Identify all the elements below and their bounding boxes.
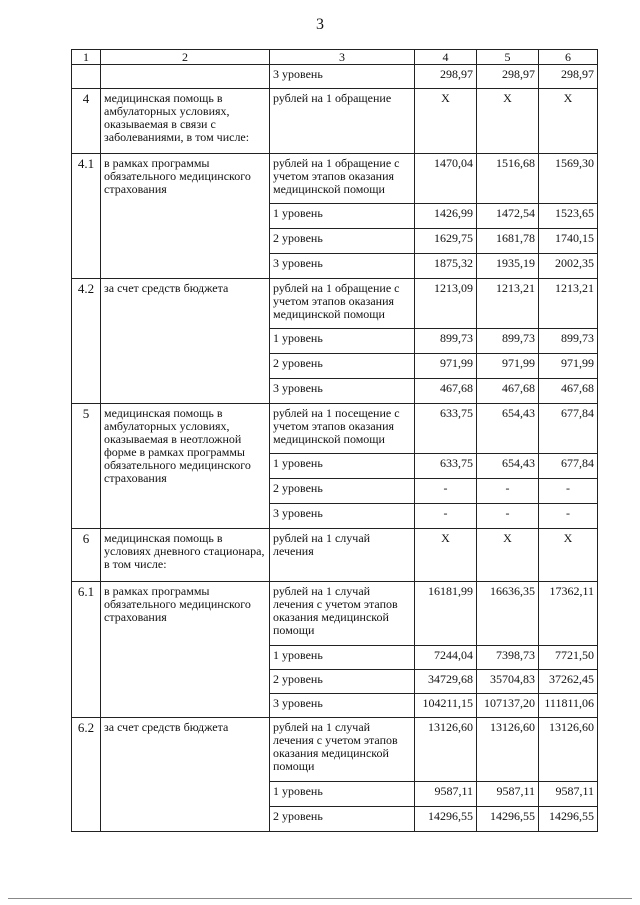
value-col-6: 13126,60: [539, 718, 598, 782]
row-number: 4.1: [72, 154, 101, 279]
value-col-4: 16181,99: [415, 582, 477, 646]
row-number: [72, 65, 101, 89]
value-col-4: 899,73: [415, 329, 477, 354]
value-col-6: 1569,30: [539, 154, 598, 204]
value-col-4: X: [415, 89, 477, 154]
row-unit: 3 уровень: [270, 504, 415, 529]
value-col-5: 9587,11: [477, 782, 539, 807]
row-description: медицинская помощь в амбулаторных условиях, оказываемая в связи с заболеваниями, в том числе:: [101, 89, 270, 154]
value-col-4: 633,75: [415, 454, 477, 479]
value-col-6: -: [539, 479, 598, 504]
row-number: 6: [72, 529, 101, 582]
row-unit: 3 уровень: [270, 254, 415, 279]
value-col-5: 7398,73: [477, 646, 539, 670]
value-col-5: X: [477, 529, 539, 582]
row-unit: рублей на 1 случай лечения с учетом этапов оказания медицинской помощи: [270, 582, 415, 646]
row-unit: 2 уровень: [270, 807, 415, 832]
row-number: 6.2: [72, 718, 101, 832]
row-unit: 2 уровень: [270, 354, 415, 379]
value-col-4: 14296,55: [415, 807, 477, 832]
value-col-4: -: [415, 479, 477, 504]
value-col-5: 899,73: [477, 329, 539, 354]
row-unit: 3 уровень: [270, 65, 415, 89]
table-row: [72, 154, 598, 204]
header-col-5: 5: [477, 50, 539, 65]
row-number: 4: [72, 89, 101, 154]
table-row: [72, 279, 598, 329]
value-col-5: 1472,54: [477, 204, 539, 229]
value-col-5: X: [477, 89, 539, 154]
row-unit: рублей на 1 обращение: [270, 89, 415, 154]
header-col-3: 3: [270, 50, 415, 65]
row-unit: 3 уровень: [270, 379, 415, 404]
value-col-6: 899,73: [539, 329, 598, 354]
value-col-4: 7244,04: [415, 646, 477, 670]
value-col-4: 1629,75: [415, 229, 477, 254]
value-col-5: 1516,68: [477, 154, 539, 204]
row-unit: 1 уровень: [270, 204, 415, 229]
header-col-6: 6: [539, 50, 598, 65]
value-col-4: 298,97: [415, 65, 477, 89]
value-col-5: 16636,35: [477, 582, 539, 646]
value-col-4: 13126,60: [415, 718, 477, 782]
value-col-6: 467,68: [539, 379, 598, 404]
value-col-4: 1470,04: [415, 154, 477, 204]
row-number: 4.2: [72, 279, 101, 404]
value-col-5: 1213,21: [477, 279, 539, 329]
table-row: [72, 65, 598, 89]
row-description: в рамках программы обязательного медицинского страхования: [101, 154, 270, 279]
value-col-5: 971,99: [477, 354, 539, 379]
row-unit: 1 уровень: [270, 329, 415, 354]
value-col-5: 298,97: [477, 65, 539, 89]
value-col-4: 971,99: [415, 354, 477, 379]
value-col-6: 298,97: [539, 65, 598, 89]
page-bottom-rule: [8, 898, 632, 899]
row-description: медицинская помощь в условиях дневного стационара, в том числе:: [101, 529, 270, 582]
value-col-6: 2002,35: [539, 254, 598, 279]
value-col-5: 1681,78: [477, 229, 539, 254]
value-col-5: 654,43: [477, 404, 539, 454]
value-col-5: 654,43: [477, 454, 539, 479]
value-col-4: 633,75: [415, 404, 477, 454]
row-number: 6.1: [72, 582, 101, 718]
value-col-5: -: [477, 479, 539, 504]
row-unit: рублей на 1 посещение с учетом этапов оказания медицинской помощи: [270, 404, 415, 454]
value-col-5: 467,68: [477, 379, 539, 404]
row-unit: рублей на 1 случай лечения: [270, 529, 415, 582]
value-col-5: 14296,55: [477, 807, 539, 832]
value-col-4: 467,68: [415, 379, 477, 404]
value-col-6: 17362,11: [539, 582, 598, 646]
header-col-4: 4: [415, 50, 477, 65]
value-col-4: 104211,15: [415, 694, 477, 718]
row-description: за счет средств бюджета: [101, 718, 270, 832]
table-row: [72, 529, 598, 582]
value-col-6: X: [539, 529, 598, 582]
value-col-6: 971,99: [539, 354, 598, 379]
value-col-6: -: [539, 504, 598, 529]
value-col-4: X: [415, 529, 477, 582]
row-description: [101, 65, 270, 89]
value-col-6: 677,84: [539, 404, 598, 454]
value-col-6: 37262,45: [539, 670, 598, 694]
row-unit: 1 уровень: [270, 782, 415, 807]
header-col-2: 2: [101, 50, 270, 65]
row-unit: 1 уровень: [270, 454, 415, 479]
header-col-1: 1: [72, 50, 101, 65]
value-col-6: 1523,65: [539, 204, 598, 229]
tariff-table: [71, 49, 598, 832]
row-number: 5: [72, 404, 101, 529]
value-col-6: 111811,06: [539, 694, 598, 718]
row-unit: рублей на 1 обращение с учетом этапов оказания медицинской помощи: [270, 279, 415, 329]
value-col-6: 1213,21: [539, 279, 598, 329]
value-col-5: -: [477, 504, 539, 529]
table-row: [72, 89, 598, 154]
value-col-4: 9587,11: [415, 782, 477, 807]
value-col-6: X: [539, 89, 598, 154]
value-col-6: 1740,15: [539, 229, 598, 254]
page-number: 3: [316, 16, 324, 33]
table-row: [72, 404, 598, 454]
row-unit: 3 уровень: [270, 694, 415, 718]
value-col-5: 35704,83: [477, 670, 539, 694]
value-col-6: 7721,50: [539, 646, 598, 670]
value-col-6: 14296,55: [539, 807, 598, 832]
value-col-5: 13126,60: [477, 718, 539, 782]
value-col-4: 1213,09: [415, 279, 477, 329]
row-unit: рублей на 1 обращение с учетом этапов оказания медицинской помощи: [270, 154, 415, 204]
value-col-6: 9587,11: [539, 782, 598, 807]
value-col-4: 1426,99: [415, 204, 477, 229]
value-col-4: 1875,32: [415, 254, 477, 279]
row-unit: 2 уровень: [270, 229, 415, 254]
row-description: за счет средств бюджета: [101, 279, 270, 404]
row-unit: 1 уровень: [270, 646, 415, 670]
table-header-row: [72, 50, 598, 65]
value-col-5: 107137,20: [477, 694, 539, 718]
value-col-4: 34729,68: [415, 670, 477, 694]
row-unit: рублей на 1 случай лечения с учетом этапов оказания медицинской помощи: [270, 718, 415, 782]
row-unit: 2 уровень: [270, 670, 415, 694]
row-description: в рамках программы обязательного медицинского страхования: [101, 582, 270, 718]
value-col-5: 1935,19: [477, 254, 539, 279]
row-unit: 2 уровень: [270, 479, 415, 504]
row-description: медицинская помощь в амбулаторных условиях, оказываемая в неотложной форме в рамках программы обязательного медицинского страхования: [101, 404, 270, 529]
value-col-4: -: [415, 504, 477, 529]
table-row: [72, 718, 598, 782]
value-col-6: 677,84: [539, 454, 598, 479]
table-row: [72, 582, 598, 646]
